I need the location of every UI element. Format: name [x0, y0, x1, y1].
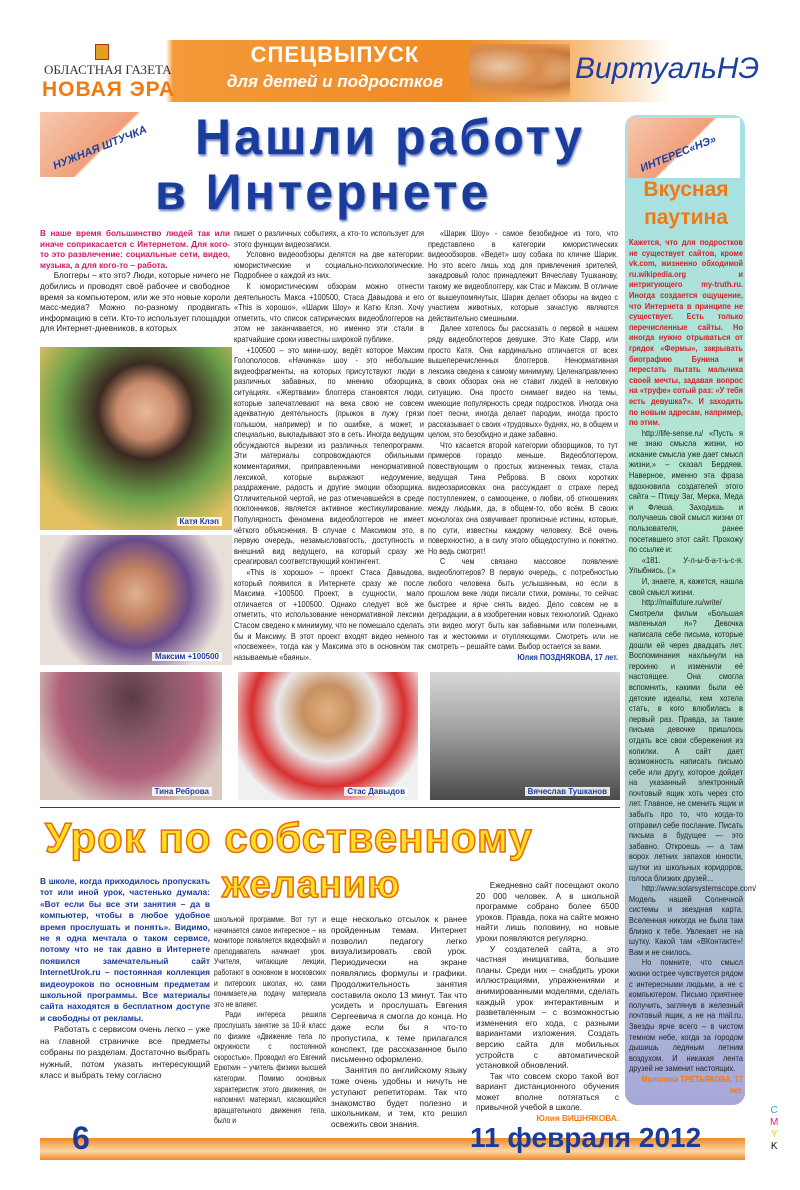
article1-column-1	[40, 228, 230, 334]
section-title: ВиртуальНЭ	[575, 52, 760, 85]
photo-stas-davydov	[238, 672, 418, 800]
sidebar-title-line2: паутина	[644, 206, 728, 229]
paragraph: Ради интереса решила прослушать занятие за 10-й класс по физике «Движение тела по окружности с постоянной скоростью». Проводил его Евгений Ерюткин – учитель физики высшей категории. Помимо основных характеристик этого движения, он напомнил материал, касающийся вращательного движения тела, было и	[214, 1009, 326, 1126]
article-title-line2: в Интернете	[155, 164, 492, 220]
paragraph: С чем связано массовое появление видеоблоггеров? В первую очередь, с потребностью любого человека быть услышанным, но если в прошлом веке люди писали стихи, романы, то сейчас быстрее и ярче снять видео. Дело совсем не в деградации, а в изобретении новых технологий. Однако эти видео могут быть как забавными или полезными, так и жестокими и отупляющими. Смотреть или не смотреть – решайте сами. Выбор остается за вами.	[428, 556, 618, 652]
photo-caption: Вячеслав Тушканов	[525, 787, 610, 796]
paragraph: К юмористическим обзорам можно отнести деятельность Макса +100500, Стаса Давыдова и его «This is хорошо», «Шарик Шоу» и Катю Клэп. Хочу отметить, что список сатирических видеоблоггеров на этом не заканчивается, но именно эти стали в кратчайшие сроки известны широкой публике.	[234, 280, 424, 344]
article1-column-2	[234, 228, 424, 662]
photo-caption: Катя Клэп	[177, 517, 222, 526]
cmyk-k: K	[770, 1141, 778, 1152]
paragraph: Так что совсем скоро такой вот вариант дистанционного обучения может вполне потягаться с привычной учебой в школе.	[476, 1070, 619, 1113]
paragraph: еще несколько отсылок к ранее пройденным темам. Интернет позволил педагогу легко визуализировать свой урок. Периодически на экране появлялись формулы и графики. Продолжительность занятия составила около 13 минут. Так что усидеть и прослушать Евгения Сергеевича я смогла до конца. Но даже если бы я что-то пропустила, к теме прилагался конспект, где рассказанное было письменно оформлено.	[331, 914, 467, 1065]
paragraph: У создателей сайта, а это частная инициатива, большие планы. Среди них – снабдить уроки иллюстрациями, упражнениями и анимированными моделями, сделать каждый урок интерактивным и разветвленным – с возможностью изменения его хода, с разными вариантами изложения. Создать версию сайта для мобильных устройств с автоматической установкой обновлений.	[476, 943, 619, 1071]
photo-tina-rebrova	[40, 672, 222, 800]
paragraph: пишет о различных событиях, а кто-то использует для этого функции видеозаписи.	[234, 228, 424, 249]
special-issue-subtitle: для детей и подростков	[226, 72, 444, 91]
sidebar-text	[629, 238, 757, 1096]
photo-caption: Максим +100500	[152, 652, 222, 661]
article2-title-line1: Урок по собственному	[45, 814, 533, 861]
article-lead: В школе, когда приходилось пропускать тот или иной урок, частенько думала: «Вот если бы все эти занятия – да в компьютер, чтобы в любое удобное время прослушать и понять». Видимо, не я одна мечтала о таком сервисе, потому что не так давно в Интернете появился замечательный сайт InternetUrok.ru – постоянная коллекция видеоуроков по основным предметам школьной программы. Все материалы сайта находятся в бесплатном доступе и свободны от рекламы.	[40, 876, 210, 1023]
coat-of-arms-icon	[95, 44, 109, 60]
paper-small-title: ОБЛАСТНАЯ ГАЗЕТА	[44, 62, 172, 77]
author-signature: Милолика ТРЕТЬЯКОВА, 17 лет.	[641, 1074, 743, 1095]
photo-caption: Стас Давыдов	[344, 787, 408, 796]
paragraph: Но помните, что смысл жизни острее чувствуется рядом с интересными людьми, а не с компьютером. Письмо приятнее получить, заглянув в железный почтовый ящик, а не на mail.ru. Звезды ярче всего – в чистом темном небе, когда за городом дышишь ледяным летним воздухом. И никакая лента друзей не заменит настоящих.	[629, 958, 743, 1074]
paragraph: +100500 – это мини-шоу, ведёт которое Максим Голополосов. «Начинка» шоу - это небольшие видеофрагменты, на которых присутствуют люди в различных забавных, по мнению обзорщика, ситуациях. «Жертвами» блоггера становятся люди, которые запечатлевают на века свою не совсем адекватную деятельность (прыжок в лужу грязи голышом, например) и по ошибке, а может, и специально, выкладывают это в сеть. Иногда ведущим обсуждаются вырезки из различных телепрограмм. Эти материалы сопровождаются обильными комментариями, приправленными ненормативной лексикой, которые выражают недоумение, раздражение, радость и другие эмоции обзорщика. Отличительной чертой, не раз отмечавшейся в среде поклонников, является активное жестикулирование. Популярность феномена видеоблоггеров не имеет чёткого объяснения. В случае с Максимом это, в первую очередь, незамысловатость, доступность и внешний вид ведущего, на который сразу же среагировал соответствующий контингент.	[234, 344, 424, 567]
paper-name: НОВАЯ ЭРА	[42, 78, 175, 101]
paragraph: Условно видеообзоры делятся на две категории: юмористические и социально-психологические. Подробнее о каждой из них.	[234, 249, 424, 281]
article-lead: В наше время большинство людей так или иначе соприкасается с Интернетом. Для кого-то это развлечение: социальные сети, видео, музыка, а для кого-то – работа.	[40, 228, 230, 270]
sidebar-lead: Кажется, что для подростков не существует сайтов, кроме vk.com, жизненно обходимой ru.wikipedia.org и интригующего my-truth.ru. Иногда создается ощущение, что Интернета в принципе не существует. Есть только перечисленные сайты. Но иногда нужно отрываться от грядок «Фермы», закрывать биографию Бунина и перестать пытать мальчика своей мечты, задавая вопрос на «труфе» сотый раз: «У тебя есть девушка?». И заходить по новым адресам, например, по этим.	[629, 238, 743, 428]
article2-column-4	[476, 880, 619, 1124]
divider	[40, 807, 620, 808]
paragraph: Ежедневно сайт посещают около 20 000 человек. А в школьной программе собрано более 6500 уроков. Правда, пока на сайте можно найти лишь половину, но новые уроки появляются регулярно.	[476, 880, 620, 943]
paragraph: http://mailfuture.ru/write/ Смотрели фильм «Большая маленькая я»? Девочка написала себе письма, которые дошли ей через двадцать лет. Воспоминания нахлынули на героиню и изменили её настоящее. Она смогла вспомнить, какими были её детские идеалы, кем хотела стать, в кого влюбилась в первый раз. Правда, за такие письма девочке пришлось отдать все свои сбережения из копилки. А сайт дает возможность написать письмо себе или другу, которое дойдет на указанный электронный почтовый ящик хоть через сто лет. Главное, не сменить ящик и забыть про то, что когда-то отправил себе послание. Писать письма в будущее — это забавно. Откроешь — а там ворох летних запахов юности, шутки из школьных коридоров, голоса близких друзей...	[629, 598, 743, 883]
cmyk-marks	[770, 1105, 778, 1153]
article-title-line1: Нашли работу	[195, 109, 586, 165]
rubric-badge	[40, 112, 170, 177]
photo-maxim-100500	[40, 535, 232, 665]
cmyk-y: Y	[770, 1129, 778, 1140]
photo-katya-klep	[40, 347, 232, 530]
author-signature: Юлия ВИШНЯКОВА.	[536, 1113, 619, 1124]
rubric-label: ИНТЕРЕС«НЭ»	[638, 133, 718, 175]
page-number: 6	[72, 1120, 90, 1156]
sidebar-title-line1: Вкусная	[643, 178, 729, 201]
paragraph: Далее хотелось бы рассказать о первой в нашем ряду видеоблоггеров девушке. Это Kate Clapp, или просто Катя. Она кардинально отличается от всех вышеперечисленных блоггеров. Ненормативная лексика сведена к самому минимуму. Целенаправленно в своих обзорах она не ставит людей в неловкую ситуацию. Она просто снимает видео на темы, имеющие популярность среди подростков. Иногда она поет песни, иногда делает пародии, иногда просто рассказывает о своих «трудовых» буднях, но, в общем и целом, это безобидно и даже забавно.	[428, 323, 618, 440]
paragraph: http://life-sense.ru/ «Пусть я не знаю смысла жизни, но искание смысла уже дает смысл жизни,» – сказал Бердяев. Наверное, именно эта фраза вдохновила создателей этого сайта – Птицу Заг, Мерка, Меда и Флеша. Заходишь и получаешь свой смысл жизни от пользователя, ранее посетившего этот сайт. Прохожу по ссылке и:	[629, 428, 743, 555]
paragraph: школьной программе. Вот тут и начинается самое интересное – на мониторе появляется видеофайл и преподаватель начинает урок. Учителя, читающие лекции, работают в основном в московских и питерских школах, но, сами понимаете,на подачу материала это не влияет.	[214, 914, 326, 1009]
paragraph: «Шарик Шоу» - самое безобидное из того, что представлено в категории юмористических видеообзоров. «Ведет» шоу собака по кличке Шарик. Но это всего лишь ход для привлечения зрителей, закадровый голос принадлежит Вячеславу Тушканову, такому же видеоблоггеру, как Стас и Максим. В отличие от вышеупомянутых, Шарик делает обзоры на видео с участием животных, которые зачастую являются действительно смешными.	[428, 228, 618, 323]
issue-date: 11 февраля 2012	[470, 1122, 702, 1153]
photo-vyacheslav-tushkanov	[430, 672, 620, 800]
paragraph: «181. У-л-ы-б-а-т-ь-с-я. Улыбнись. (:»	[629, 555, 743, 576]
cmyk-c: C	[770, 1105, 778, 1116]
paragraph: Занятия по английскому языку тоже очень удобны и ничуть не уступают репетиторам. Так что знакомство будет полезно и школьникам, и тем, кто решил освежить свои знания.	[331, 1065, 467, 1130]
cmyk-m: M	[770, 1117, 779, 1128]
teens-photo	[470, 44, 570, 100]
article2-title-line2: желанию	[222, 864, 401, 906]
author-signature: Юлия ПОЗДНЯКОВА, 17 лет.	[517, 651, 618, 662]
article1-column-3	[428, 228, 618, 662]
paragraph: Что касается второй категории обзорщиков, то тут примеров гораздо меньше. Видеоблоггером, повествующим о простых жизненных темах, стала ведущая Тина Реброва. В своих коротких видеозарисовках она рассуждает о страхе перед поступлением, о самооценке, о любви, об отношениях между людьми, да, в общем-то, обо всём. В своих монологах она озвучивает прописные истины, которые, по сути, известны каждому человеку. Всё очень поверхностно, а в силу этого общедоступно и понятно. Но ведь смотрят!	[428, 439, 618, 556]
paragraph: «This is хорошо» – проект Стаса Давыдова, который появился в Интернете сразу же после Максима +100500. Проект, в сущности, мало отличается от +100500. Однако следует всё же отметить, что использование ненормативной лексики Стасом сведено к минимуму, что не помешало сделать бы и Максиму. В этот проект входят видео немного «посвежее», тогда как у Максима это в основном так называемые «баяны».	[234, 567, 424, 662]
sidebar-rubric-badge	[628, 118, 740, 178]
photo-caption: Тина Реброва	[152, 787, 212, 796]
paragraph: И, знаете, я, кажется, нашла свой смысл жизни.	[629, 577, 743, 597]
article2-column-1	[40, 876, 210, 1081]
paragraph: Блоггеры – кто это? Люди, которые ничего не добились и проводят своё рабочее и свободное время за компьютером, или же это новые короли масс-медиа? Можно по-разному продвигать информацию в сети. Кто-то использует площадки для Интернет-дневников, в которых	[40, 270, 230, 334]
article2-column-2	[214, 914, 326, 1126]
special-issue-title: СПЕЦВЫПУСК	[250, 42, 420, 67]
paragraph: Работать с сервисом очень легко – уже на главной страничке все предметы собраны по разделам. Достаточно выбрать нужный, потом указать интересующий класс и выбрать тему согласно	[40, 1024, 210, 1080]
article2-column-3	[331, 914, 467, 1130]
rubric-label: НУЖНАЯ ШТУЧКА	[51, 123, 149, 173]
paragraph: http://www.solarsystemscope.com/Модель нашей Солнечной системы и звездная карта. Вселенная никогда не была там близко к тебе. Увлекает не на шутку. Какой там «ВКонтакте»! Вам и не снилось.	[629, 884, 757, 957]
